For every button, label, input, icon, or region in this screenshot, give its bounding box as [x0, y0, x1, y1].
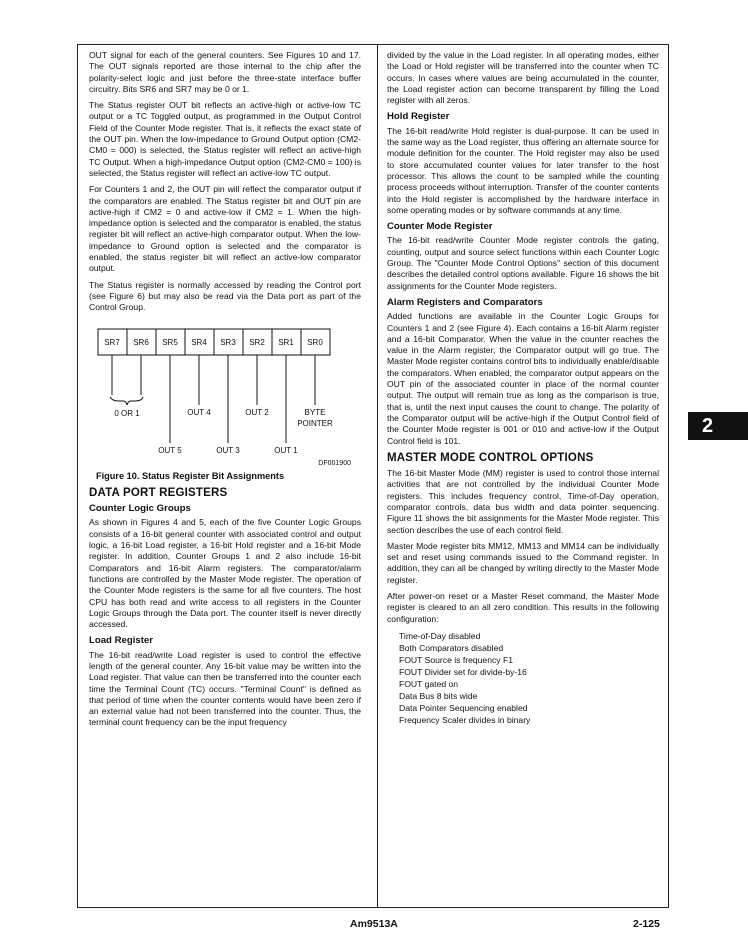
bit-label: SR6	[133, 337, 149, 347]
chapter-tab: 2	[688, 412, 748, 440]
section-heading: DATA PORT REGISTERS	[89, 486, 228, 499]
paragraph: The 16-bit read/write Load register is used to control the effective length of the general counter. Any 16-bit value may be written into the Load register. That value can then be transferred into the counter each time the Terminal Count (TC) occurs. "Terminal Count" is defined as that period of time when the counter contents would have been zero if an external value had not been transferred into the counter. Thus, the terminal count frequency can be the input frequency	[89, 649, 361, 728]
paragraph: As shown in Figures 4 and 5, each of the five Counter Logic Groups consists of a 16-bit general counter with associated control and output logic, a 16-bit Load register, a 16-bit Hold register and a 16-bit Mode register. In addition, Counter Groups 1 and 2 also include 16-bit Comparators and 16-bit Alarm registers. The comparator/alarm functions are controlled by the Master Mode register. The operation of the Counter Mode registers is the same for all five counters. The host CPU has both read and write access to all registers in the Counter Logic Groups through the Data port. The counter itself is never directly accessed.	[89, 517, 361, 630]
bit-label: SR7	[104, 337, 120, 347]
left-column	[89, 50, 361, 734]
bit-label: SR1	[278, 337, 294, 347]
list-item: Frequency Scaler divides in binary	[399, 714, 531, 725]
list-item: FOUT gated on	[399, 678, 459, 689]
status-register-figure	[89, 319, 361, 469]
paragraph: OUT signal for each of the general counters. See Figures 10 and 17. The OUT signals reported are those internal to the chip after the polarity-select logic and just before the three-state interface buffer circuitry. Bits SR6 and SR7 may be 0 or 1.	[89, 50, 361, 94]
paragraph: The Status register is normally accessed by reading the Control port (see Figure 6) but may also be read via the Data port as part of the Control Group.	[89, 279, 361, 313]
paragraph: Added functions are available in the Counter Logic Groups for Counters 1 and 2 (see Figure 4). Each contains a 16-bit Alarm register and a 16-bit Comparator. When the value in the counter reaches the value in the Alarm register, the Comparator output will go true. The Master Mode register contains control bits to individually enable/disable the comparators. When enabled, the comparator output appears on the OUT pin of the associated counter in place of the normal counter output. The output will remain true as long as the comparison is true, that is, until the next input causes the count to change. The polarity of the Comparator output will be active-high if the Output Control field of the Counter Mode register is 001 or 010 and active-low if the Output Control field is 101.	[387, 311, 659, 446]
figure-code: DF001900	[318, 459, 351, 467]
figure-caption: Figure 10. Status Register Bit Assignments	[96, 470, 285, 481]
bit-label: SR5	[162, 337, 178, 347]
paragraph: The 16-bit read/write Hold register is dual-purpose. It can be used in the same way as the Load register, thus offering an alternate source for module definition for the counter. The Hold register may also be used to store accumulated counter values for later transfer to the host processor. This allows the count to be sampled while the counting process proceeds without interruption. Transfer of the counter contents into the Hold register is accomplished by the hardware interface in some operating modes or by software commands at any time.	[387, 125, 659, 215]
footer-page-number: 2-125	[633, 918, 660, 930]
default-config-list	[399, 630, 659, 726]
section-heading: MASTER MODE CONTROL OPTIONS	[387, 451, 594, 464]
paragraph: For Counters 1 and 2, the OUT pin will reflect the comparator output if the comparators are enabled. The Status register bit and OUT pin are active-high if CM2 = 0 and active-low if CM2 = 1. When the high-impedance option is selected and the comparator is enabled, the status register bit will reflect an active-high comparator output. When the low-impedance to Ground option is selected and the comparator is enabled, the status register bit will reflect an active-low comparator output.	[89, 184, 361, 274]
subsection-heading: Alarm Registers and Comparators	[387, 296, 543, 308]
bit-label: SR4	[191, 337, 207, 347]
list-item: FOUT Source is frequency F1	[399, 654, 513, 665]
subsection-heading: Counter Logic Groups	[89, 503, 191, 515]
bit-label: SR3	[220, 337, 236, 347]
paragraph: After power-on reset or a Master Reset command, the Master Mode register is cleared to an all zero condition. This results in the following configuration:	[387, 591, 659, 624]
list-item: Data Bus 8 bits wide	[399, 690, 478, 701]
pointer-label: POINTER	[297, 418, 333, 428]
out4-label: OUT 4	[187, 407, 211, 417]
column-divider	[377, 44, 378, 908]
list-item: Both Comparators disabled	[399, 642, 504, 653]
footer-part-number: Am9513A	[350, 918, 398, 930]
byte-label: BYTE	[304, 407, 326, 417]
paragraph: The 16-bit read/write Counter Mode register controls the gating, counting, output and source select functions within each Counter Logic Group. The "Counter Mode Control Options" section of this document describes the detailed control options available. Figure 16 shows the bit assignments for the Counter Mode registers.	[387, 235, 659, 291]
paragraph: divided by the value in the Load register. In all operating modes, either the Load or Hold register will be transferred into the counter when TC occurs. In cases where values are being accumulated in the counter, the Load register action can become transparent by filling the Load register with all zeros.	[387, 50, 659, 106]
right-column	[387, 50, 659, 726]
zero-or-one-label: 0 OR 1	[114, 408, 140, 418]
bit-label: SR2	[249, 337, 265, 347]
out2-label: OUT 2	[245, 407, 269, 417]
status-register-diagram	[89, 319, 361, 469]
paragraph: Master Mode register bits MM12, MM13 and MM14 can be individually set and reset using commands issued to the Command register. In addition, they can all be changed by writing directly to the Master Mode register.	[387, 540, 659, 585]
paragraph: The 16-bit Master Mode (MM) register is used to control those internal activities that are not controlled by the individual Counter Mode registers. This includes frequency control, Time-of-Day operation, comparator controls, data bus width and data pointer sequencing. Figure 11 shows the bit assignments for the Master Mode register. This section describes the use of each control field.	[387, 468, 659, 535]
subsection-heading: Hold Register	[387, 111, 450, 123]
bit-label: SR0	[307, 337, 323, 347]
list-item: Data Pointer Sequencing enabled	[399, 702, 528, 713]
out1-label: OUT 1	[274, 445, 298, 455]
subsection-heading: Load Register	[89, 635, 153, 647]
paragraph: The Status register OUT bit reflects an active-high or active-low TC output or a TC Toggled output, as programmed in the Output Control Field of the Counter Mode register. That is, it reflects the exact state of the OUT pin. When the low-impedance to Ground Output option (CM2-CM0 = 000) is selected, the Status register will reflect an active-high TC Output. When a high-impedance Output option (CM2-CM0 = 100) is selected, the Status register will reflect an active-low TC output.	[89, 100, 361, 178]
out3-label: OUT 3	[216, 445, 240, 455]
subsection-heading: Counter Mode Register	[387, 221, 493, 233]
list-item: Time-of-Day disabled	[399, 630, 481, 641]
list-item: FOUT Divider set for divide-by-16	[399, 666, 527, 677]
out5-label: OUT 5	[158, 445, 182, 455]
